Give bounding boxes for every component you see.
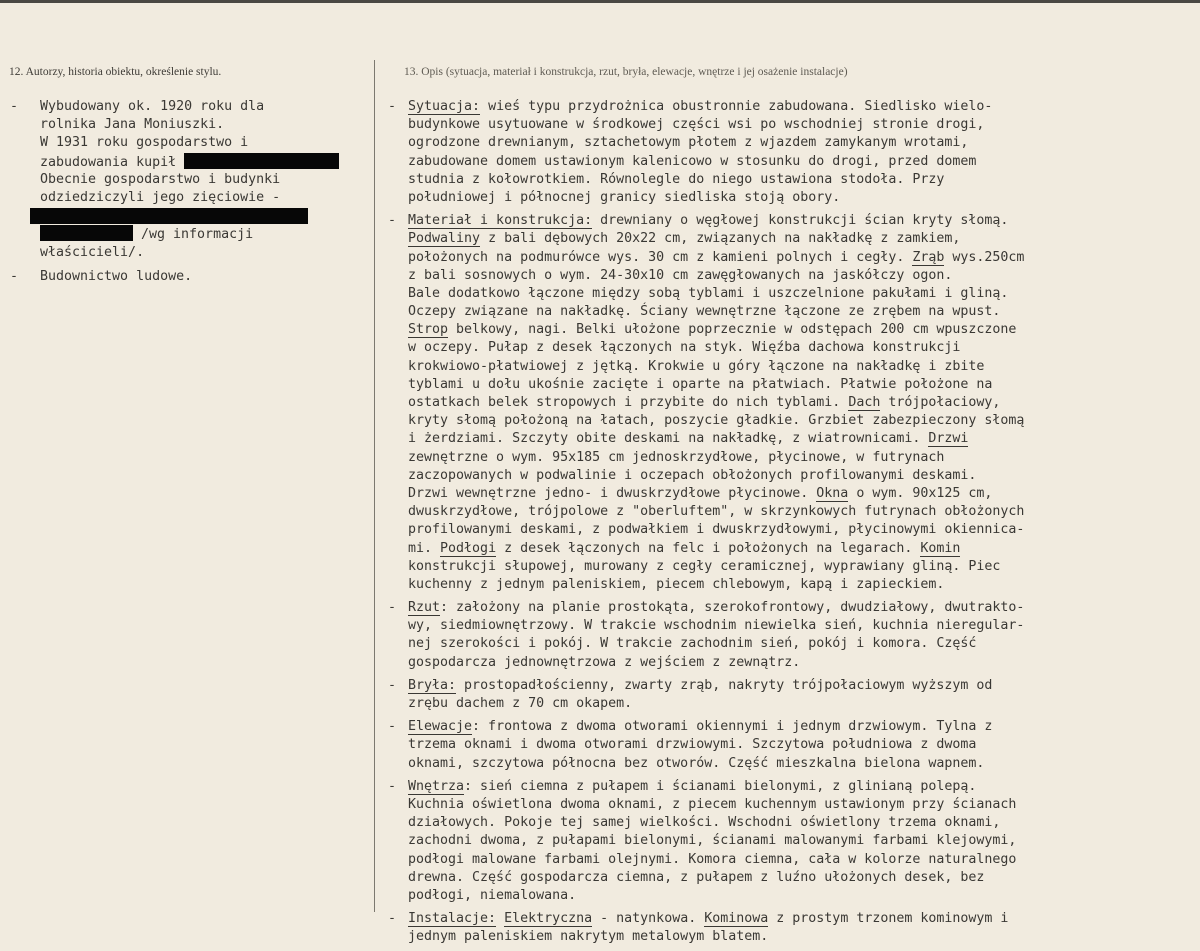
- description-line: [408, 249, 1193, 267]
- underlined-term: Wnętrza: [408, 778, 465, 794]
- description-item: [388, 778, 1193, 905]
- description-text: podłogi malowane farbami olejnymi. Komora ciemna, cała w kolorze naturalnego: [408, 851, 1017, 867]
- history-line: Obecnie gospodarstwo i budynki: [40, 171, 281, 187]
- description-line: [408, 677, 1193, 695]
- description-text: dwuskrzydłowe, trójpolowe z "oberluftem", w skrzynkowych futrynach obłożonych: [408, 504, 1025, 520]
- description-line: [408, 376, 1193, 394]
- bullet-dash: -: [10, 99, 19, 114]
- description-line: [408, 928, 1193, 946]
- description-line: [408, 339, 1193, 357]
- description-text: mi.: [408, 540, 441, 556]
- description-line: [408, 171, 1193, 189]
- description-text: - natynkowa.: [592, 911, 705, 927]
- section-12-header: 12. Autorzy, historia obiektu, określenie stylu.: [9, 66, 222, 78]
- description-text: zaczopowanych w podwalinie i oczepach obłożonych profilowanymi deskami.: [408, 467, 977, 483]
- underlined-term: Dach: [848, 395, 881, 410]
- underlined-term: Bryła:: [408, 677, 457, 693]
- bullet-dash: -: [388, 677, 397, 693]
- description-text: Kuchnia oświetlona dwoma oknami, z piecem kuchennym ustawionym przy ścianach: [408, 796, 1017, 812]
- description-text: zabudowane domem ustawionym kalenicowo w stosunku do drogi, przed domem: [408, 153, 977, 169]
- description-text: Oczepy związane na nakładkę. Ściany wewnętrzne łączone ze zrębem na wpust.: [408, 304, 1001, 320]
- description-line: [408, 285, 1193, 303]
- description-text: : założony na planie prostokąta, szerokofrontowy, dwudziałowy, dwutrakto-: [440, 600, 1025, 616]
- description-line: [408, 358, 1193, 376]
- description-text: o wym. 90x125 cm,: [848, 485, 993, 501]
- description-text: nej szerokości i pokój. W trakcie zachodnim sień, pokój i komora. Część: [408, 636, 977, 652]
- history-line: W 1931 roku gospodarstwo i: [40, 135, 249, 151]
- description-text: wys.250cm: [944, 249, 1025, 265]
- description-text: : frontowa z dwoma otworami okiennymi i jednym drzwiowym. Tylna z: [472, 719, 993, 735]
- description-item: [388, 98, 1193, 207]
- history-line: właścicieli/.: [40, 244, 145, 260]
- description-line: [408, 467, 1193, 485]
- description-line: [408, 695, 1193, 713]
- underlined-term: Kominowa: [704, 911, 769, 927]
- description-line: [408, 321, 1193, 339]
- description-line: [408, 134, 1193, 152]
- description-line: [408, 521, 1193, 539]
- description-text: drewniany o węgłowej konstrukcji ścian kryty słomą.: [592, 213, 1009, 229]
- underlined-term: Drzwi: [928, 431, 969, 447]
- redacted-name-box: [40, 225, 133, 241]
- description-item: [388, 677, 1193, 713]
- bullet-dash: -: [388, 213, 397, 229]
- description-text: jednym paleniskiem nakrytym metalowym blatem.: [408, 929, 769, 945]
- description-text: studnia z kołowrotkiem. Równolegle do niego ustawiona stodoła. Przy: [408, 171, 945, 187]
- description-text: budynkowe usytuowane w środkowej części wsi po wschodniej stronie drogi,: [408, 117, 985, 133]
- redacted-name-box: [184, 153, 339, 169]
- description-text: kryty słomą położoną na łatach, poszycie gładkie. Grzbiet zabezpieczony słomą: [408, 413, 1025, 429]
- history-line-text: zabudowania kupił: [40, 154, 177, 170]
- description-text: Bale dodatkowo łączone między sobą tyblami i uszczelnione pakułami i gliną.: [408, 285, 1009, 301]
- description-line: [408, 503, 1193, 521]
- underlined-term: Elewacje: [408, 719, 473, 735]
- description-line: [408, 116, 1193, 134]
- description-line: [408, 540, 1193, 558]
- description-text: [496, 911, 504, 926]
- description-text: w oczepy. Pułap z desek łączonych na styk. Więźba dachowa konstrukcji: [408, 340, 961, 356]
- history-line-with-redaction: [40, 153, 370, 171]
- history-line: Wybudowany ok. 1920 roku dla: [40, 99, 265, 114]
- description-text: trzema oknami i dwoma otworami drzwiowymi. Szczytowa południowa z dwoma: [408, 737, 977, 753]
- description-text: zachodni dwoma, z pułapami bielonymi, ścianami malowanymi farbami klejowymi,: [408, 833, 1017, 849]
- underlined-term: Podwaliny: [408, 231, 481, 247]
- description-line: [408, 267, 1193, 285]
- underlined-term: Sytuacja:: [408, 99, 481, 114]
- description-line: [408, 485, 1193, 503]
- history-line-text: /wg informacji: [141, 227, 254, 243]
- description-text: ogrodzone drewnianym, sztachetowym płotem z wjazdem zamykanym wrotami,: [408, 135, 969, 151]
- underlined-term: Zrąb: [912, 249, 945, 265]
- description-text: profilowanymi deskami, z podwałkiem i dwuskrzydłowymi, płycinowymi okiennica-: [408, 522, 1025, 538]
- description-line: [408, 718, 1193, 736]
- history-item: [10, 268, 370, 286]
- description-text: zewnętrzne o wym. 95x185 cm jednoskrzydłowe, płycinowe, w futrynach: [408, 449, 945, 465]
- description-line: [408, 153, 1193, 171]
- underlined-term: Materiał i konstrukcja:: [408, 213, 593, 229]
- description-item: [388, 599, 1193, 672]
- underlined-term: Podłogi: [440, 540, 497, 556]
- description-item: [388, 718, 1193, 773]
- description-item: [388, 910, 1193, 946]
- description-text: gospodarcza jednownętrzowa z wejściem z zewnątrz.: [408, 654, 801, 670]
- description-text: południowej i północnej granicy siedliska stoją obory.: [408, 189, 841, 205]
- bullet-dash: -: [388, 719, 397, 735]
- description-line: [408, 832, 1193, 850]
- description-line: [408, 635, 1193, 653]
- description-line: [408, 412, 1193, 430]
- description-line: [408, 617, 1193, 635]
- description-text: położonych na podmurówce wys. 30 cm z kamieni polnych i cegły.: [408, 249, 913, 265]
- description-line: [408, 189, 1193, 207]
- description-line: [408, 576, 1193, 594]
- description-line: [408, 449, 1193, 467]
- description-line: [408, 98, 1193, 116]
- description-text: działowych. Pokoje tej samej wielkości. Wschodni oświetlony trzema oknami,: [408, 815, 1001, 831]
- column-divider: [374, 60, 375, 912]
- description-text: z prostym trzonem kominowym i: [768, 911, 1009, 927]
- description-line: [408, 778, 1193, 796]
- bullet-dash: -: [388, 778, 397, 794]
- bullet-dash: -: [10, 268, 19, 284]
- description-text: z desek łączonych na felc i położonych na legarach.: [496, 540, 921, 556]
- underlined-term: Okna: [816, 485, 849, 501]
- description-line: [408, 887, 1193, 905]
- description-column: [388, 98, 1193, 951]
- bullet-dash: -: [388, 99, 397, 114]
- description-line: [408, 558, 1193, 576]
- description-text: konstrukcji słupowej, murowany z cegły ceramicznej, wyprawiany gliną. Piec: [408, 558, 1001, 574]
- description-text: zrębu dachem z 70 cm okapem.: [408, 696, 633, 711]
- description-line: [408, 303, 1193, 321]
- description-text: tyblami u dołu ukośnie zacięte i oparte na płatwiach. Płatwie położone na: [408, 376, 993, 392]
- description-text: i żerdziami. Szczyty obite deskami na nakładkę, z wiatrownicami.: [408, 431, 929, 447]
- history-line: odziedziczyli jego zięciowie -: [40, 189, 281, 205]
- bullet-dash: -: [388, 600, 397, 616]
- description-text: wieś typu przydrożnica obustronnie zabudowana. Siedlisko wielo-: [480, 99, 993, 114]
- description-line: [408, 654, 1193, 672]
- description-text: podłogi, niemalowana.: [408, 887, 577, 903]
- underlined-term: Rzut: [408, 600, 441, 616]
- underlined-term: Komin: [920, 540, 961, 556]
- description-text: z bali sosnowych o wym. 24-30x10 cm zawęgłowanych na jaskółczy ogon.: [408, 267, 953, 283]
- description-text: wy, siedmiownętrzowy. W trakcie wschodnim niewielka sień, kuchnia nieregular-: [408, 618, 1025, 634]
- description-line: [408, 736, 1193, 754]
- redacted-names-box: [30, 208, 308, 224]
- history-line-redacted: [40, 207, 370, 225]
- history-line: Budownictwo ludowe.: [40, 268, 193, 284]
- section-13-header: 13. Opis (sytuacja, materiał i konstrukcja, rzut, bryła, elewacje, wnętrze i jej osażenie instalacje): [404, 66, 848, 78]
- underlined-term: Elektryczna: [504, 911, 593, 927]
- description-line: [408, 212, 1193, 230]
- description-line: [408, 755, 1193, 773]
- description-text: belkowy, nagi. Belki ułożone poprzecznie w odstępach 200 cm wpuszczone: [448, 322, 1017, 338]
- description-text: : sień ciemna z pułapem i ścianami bielonymi, z glinianą polepą.: [464, 778, 977, 794]
- description-text: prostopadłościenny, zwarty zrąb, nakryty trójpołaciowym wyższym od: [456, 677, 993, 693]
- top-border-line: [0, 0, 1200, 3]
- underlined-term: Instalacje:: [408, 911, 497, 927]
- description-text: kuchenny z jednym paleniskiem, piecem chlebowym, kapą i zapieckiem.: [408, 576, 945, 592]
- description-line: [408, 430, 1193, 448]
- description-text: ostatkach belek stropowych i przybite do nich tyblami.: [408, 395, 849, 410]
- description-text: trójpołaciowy,: [880, 395, 1001, 410]
- history-line-with-redaction: [40, 225, 370, 243]
- description-line: [408, 394, 1193, 412]
- description-text: oknami, szczytowa północna bez otworów. Część mieszkalna bielona wapnem.: [408, 755, 985, 771]
- description-line: [408, 851, 1193, 869]
- history-line: rolnika Jana Moniuszki.: [40, 117, 225, 133]
- description-line: [408, 796, 1193, 814]
- description-line: [408, 814, 1193, 832]
- description-line: [408, 599, 1193, 617]
- history-column: [10, 98, 370, 286]
- description-item: [388, 212, 1193, 594]
- description-text: Drzwi wewnętrzne jedno- i dwuskrzydłowe płycinowe.: [408, 485, 817, 501]
- description-text: drewna. Część gospodarcza ciemna, z pułapem z luźno ułożonych desek, bez: [408, 869, 985, 885]
- description-line: [408, 910, 1193, 928]
- history-item: [10, 98, 370, 262]
- description-line: [408, 230, 1193, 248]
- bullet-dash: -: [388, 911, 397, 927]
- description-text: z bali dębowych 20x22 cm, związanych na nakładkę z zamkiem,: [480, 231, 961, 247]
- description-line: [408, 869, 1193, 887]
- description-text: krokwiowo-płatwiowej z jętką. Krokwie u góry łączone na nakładkę i zbite: [408, 358, 985, 374]
- underlined-term: Strop: [408, 322, 449, 338]
